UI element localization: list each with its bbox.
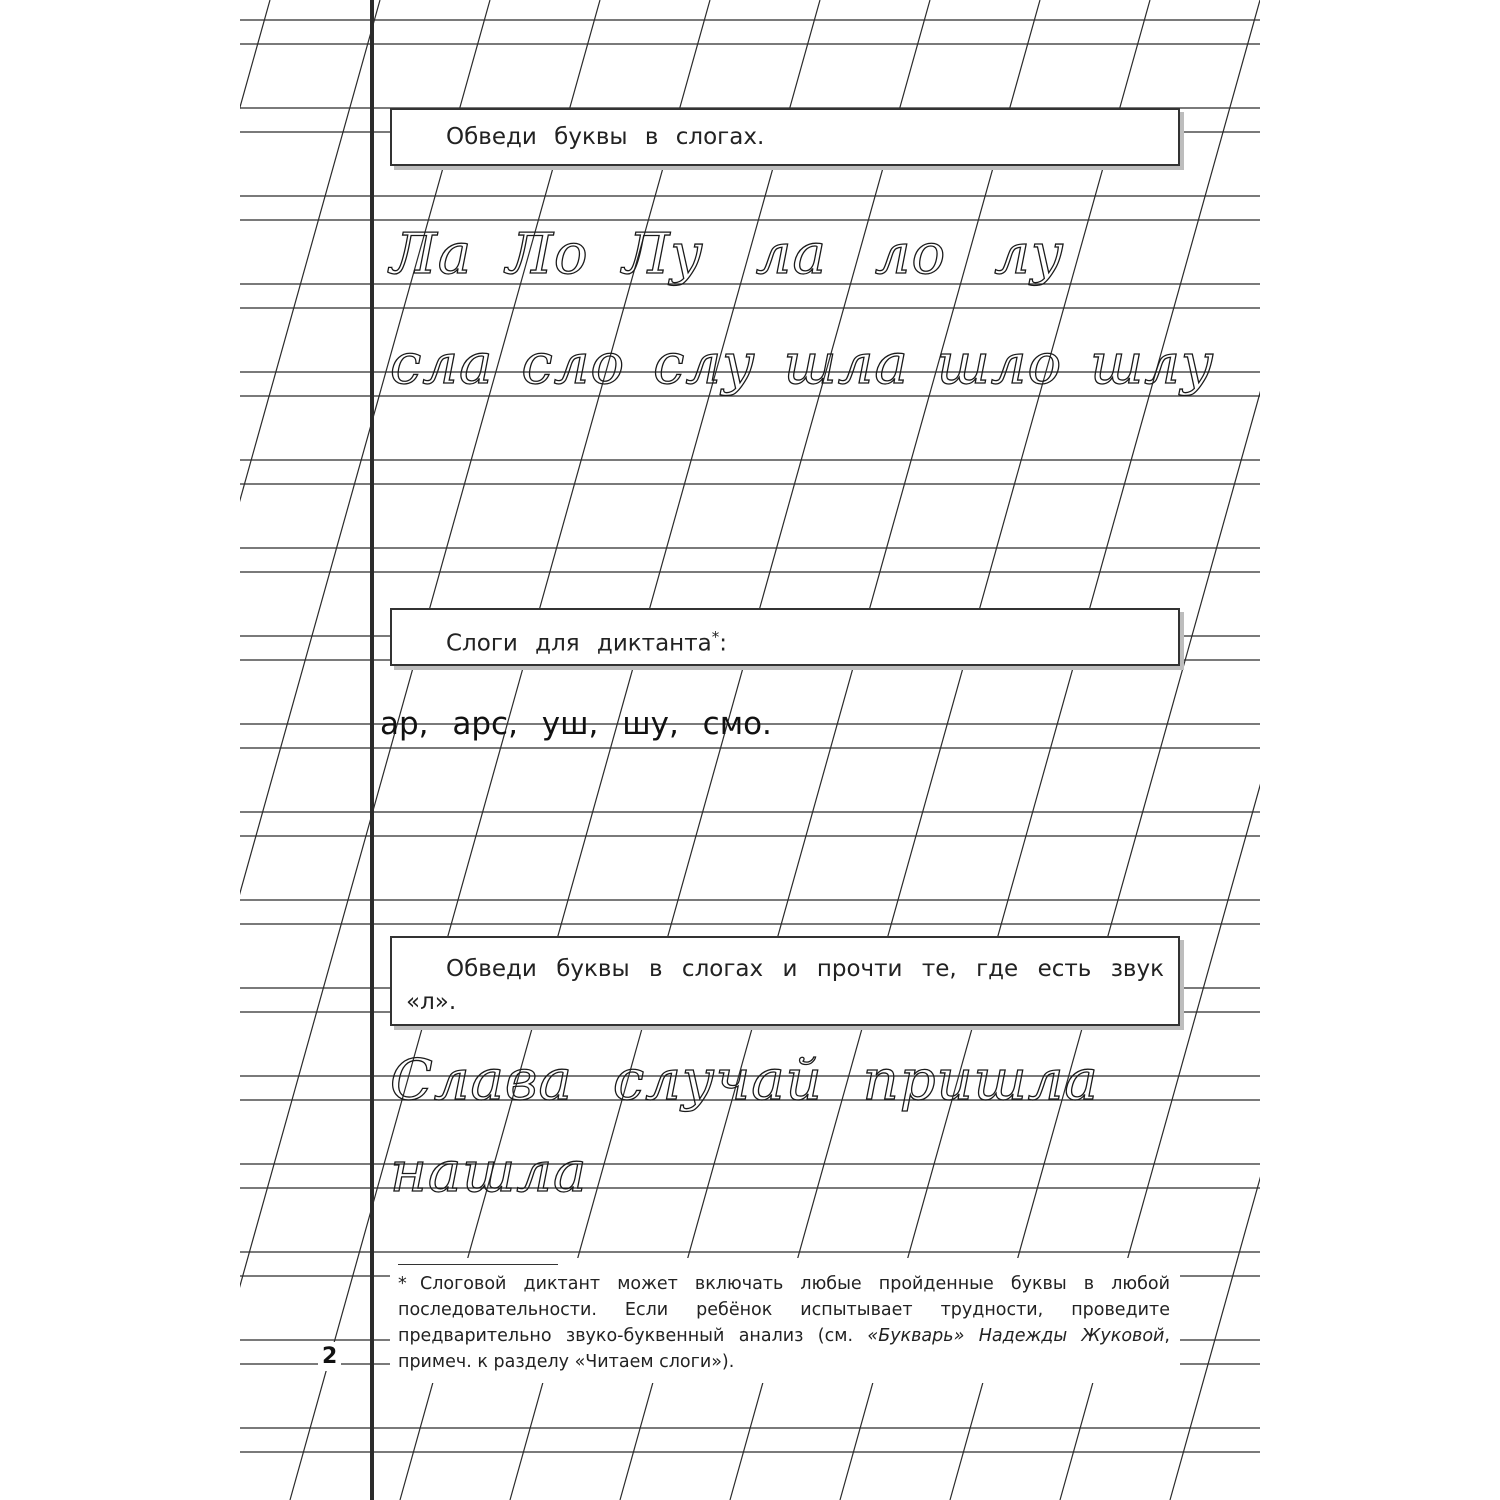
word: случай bbox=[612, 1048, 823, 1113]
word: Слава bbox=[390, 1048, 573, 1113]
book-title: «Букварь» bbox=[867, 1326, 965, 1346]
tracing-row-3 bbox=[390, 1048, 1099, 1113]
footnote-body: Слоговой диктант может включать любые пройденные буквы в любой последовательности. Если ребёнок испытывает трудности, проведите предварительно звуко-буквенный анализ (см. bbox=[398, 1274, 1170, 1346]
word: нашла bbox=[390, 1140, 588, 1205]
slant-line bbox=[1170, 0, 1260, 1500]
task-box-trace-and-read bbox=[390, 936, 1180, 1026]
task-box-dictation bbox=[390, 608, 1180, 666]
task-instruction bbox=[392, 610, 1178, 661]
word: пришла bbox=[862, 1048, 1099, 1113]
syllable: ла bbox=[755, 222, 827, 287]
tracing-row-2 bbox=[390, 332, 1214, 397]
syllable: шла bbox=[783, 332, 909, 397]
footnote-block bbox=[390, 1258, 1180, 1383]
task-instruction: Обведи буквы в слогах. bbox=[446, 124, 765, 150]
footnote-marker: * bbox=[711, 628, 720, 646]
footnote-tail: , примеч. к разделу «Читаем слоги»). bbox=[398, 1326, 1170, 1372]
dictation-instruction-text: Слоги для диктанта bbox=[446, 630, 712, 657]
book-author: Надежды Жуковой bbox=[978, 1326, 1165, 1346]
syllable: шлу bbox=[1090, 332, 1215, 397]
syllable: ло bbox=[874, 222, 947, 287]
colon: : bbox=[719, 630, 727, 657]
syllable: Ло bbox=[506, 222, 589, 287]
syllable: Ла bbox=[390, 222, 473, 287]
syllable: сла bbox=[390, 332, 494, 397]
tracing-row-1 bbox=[390, 222, 1064, 287]
footnote-rule bbox=[398, 1264, 558, 1265]
syllable: сло bbox=[521, 332, 626, 397]
slant-line bbox=[240, 0, 270, 1500]
syllable: шло bbox=[936, 332, 1063, 397]
syllable: слу bbox=[653, 332, 756, 397]
tracing-row-4 bbox=[390, 1140, 587, 1205]
page-number: 2 bbox=[318, 1342, 341, 1371]
syllable: лу bbox=[994, 222, 1065, 287]
footnote-marker: * bbox=[398, 1274, 407, 1294]
task-box-trace-syllables bbox=[390, 108, 1180, 166]
task-instruction: Обведи буквы в слогах и прочти те, где есть звук «л». bbox=[406, 956, 1164, 1015]
footnote-text bbox=[398, 1271, 1170, 1375]
syllable: Лу bbox=[622, 222, 704, 287]
dictation-syllables: ар, арс, уш, шу, смо. bbox=[380, 706, 772, 742]
workbook-page bbox=[240, 0, 1260, 1500]
slant-line bbox=[240, 0, 380, 1500]
